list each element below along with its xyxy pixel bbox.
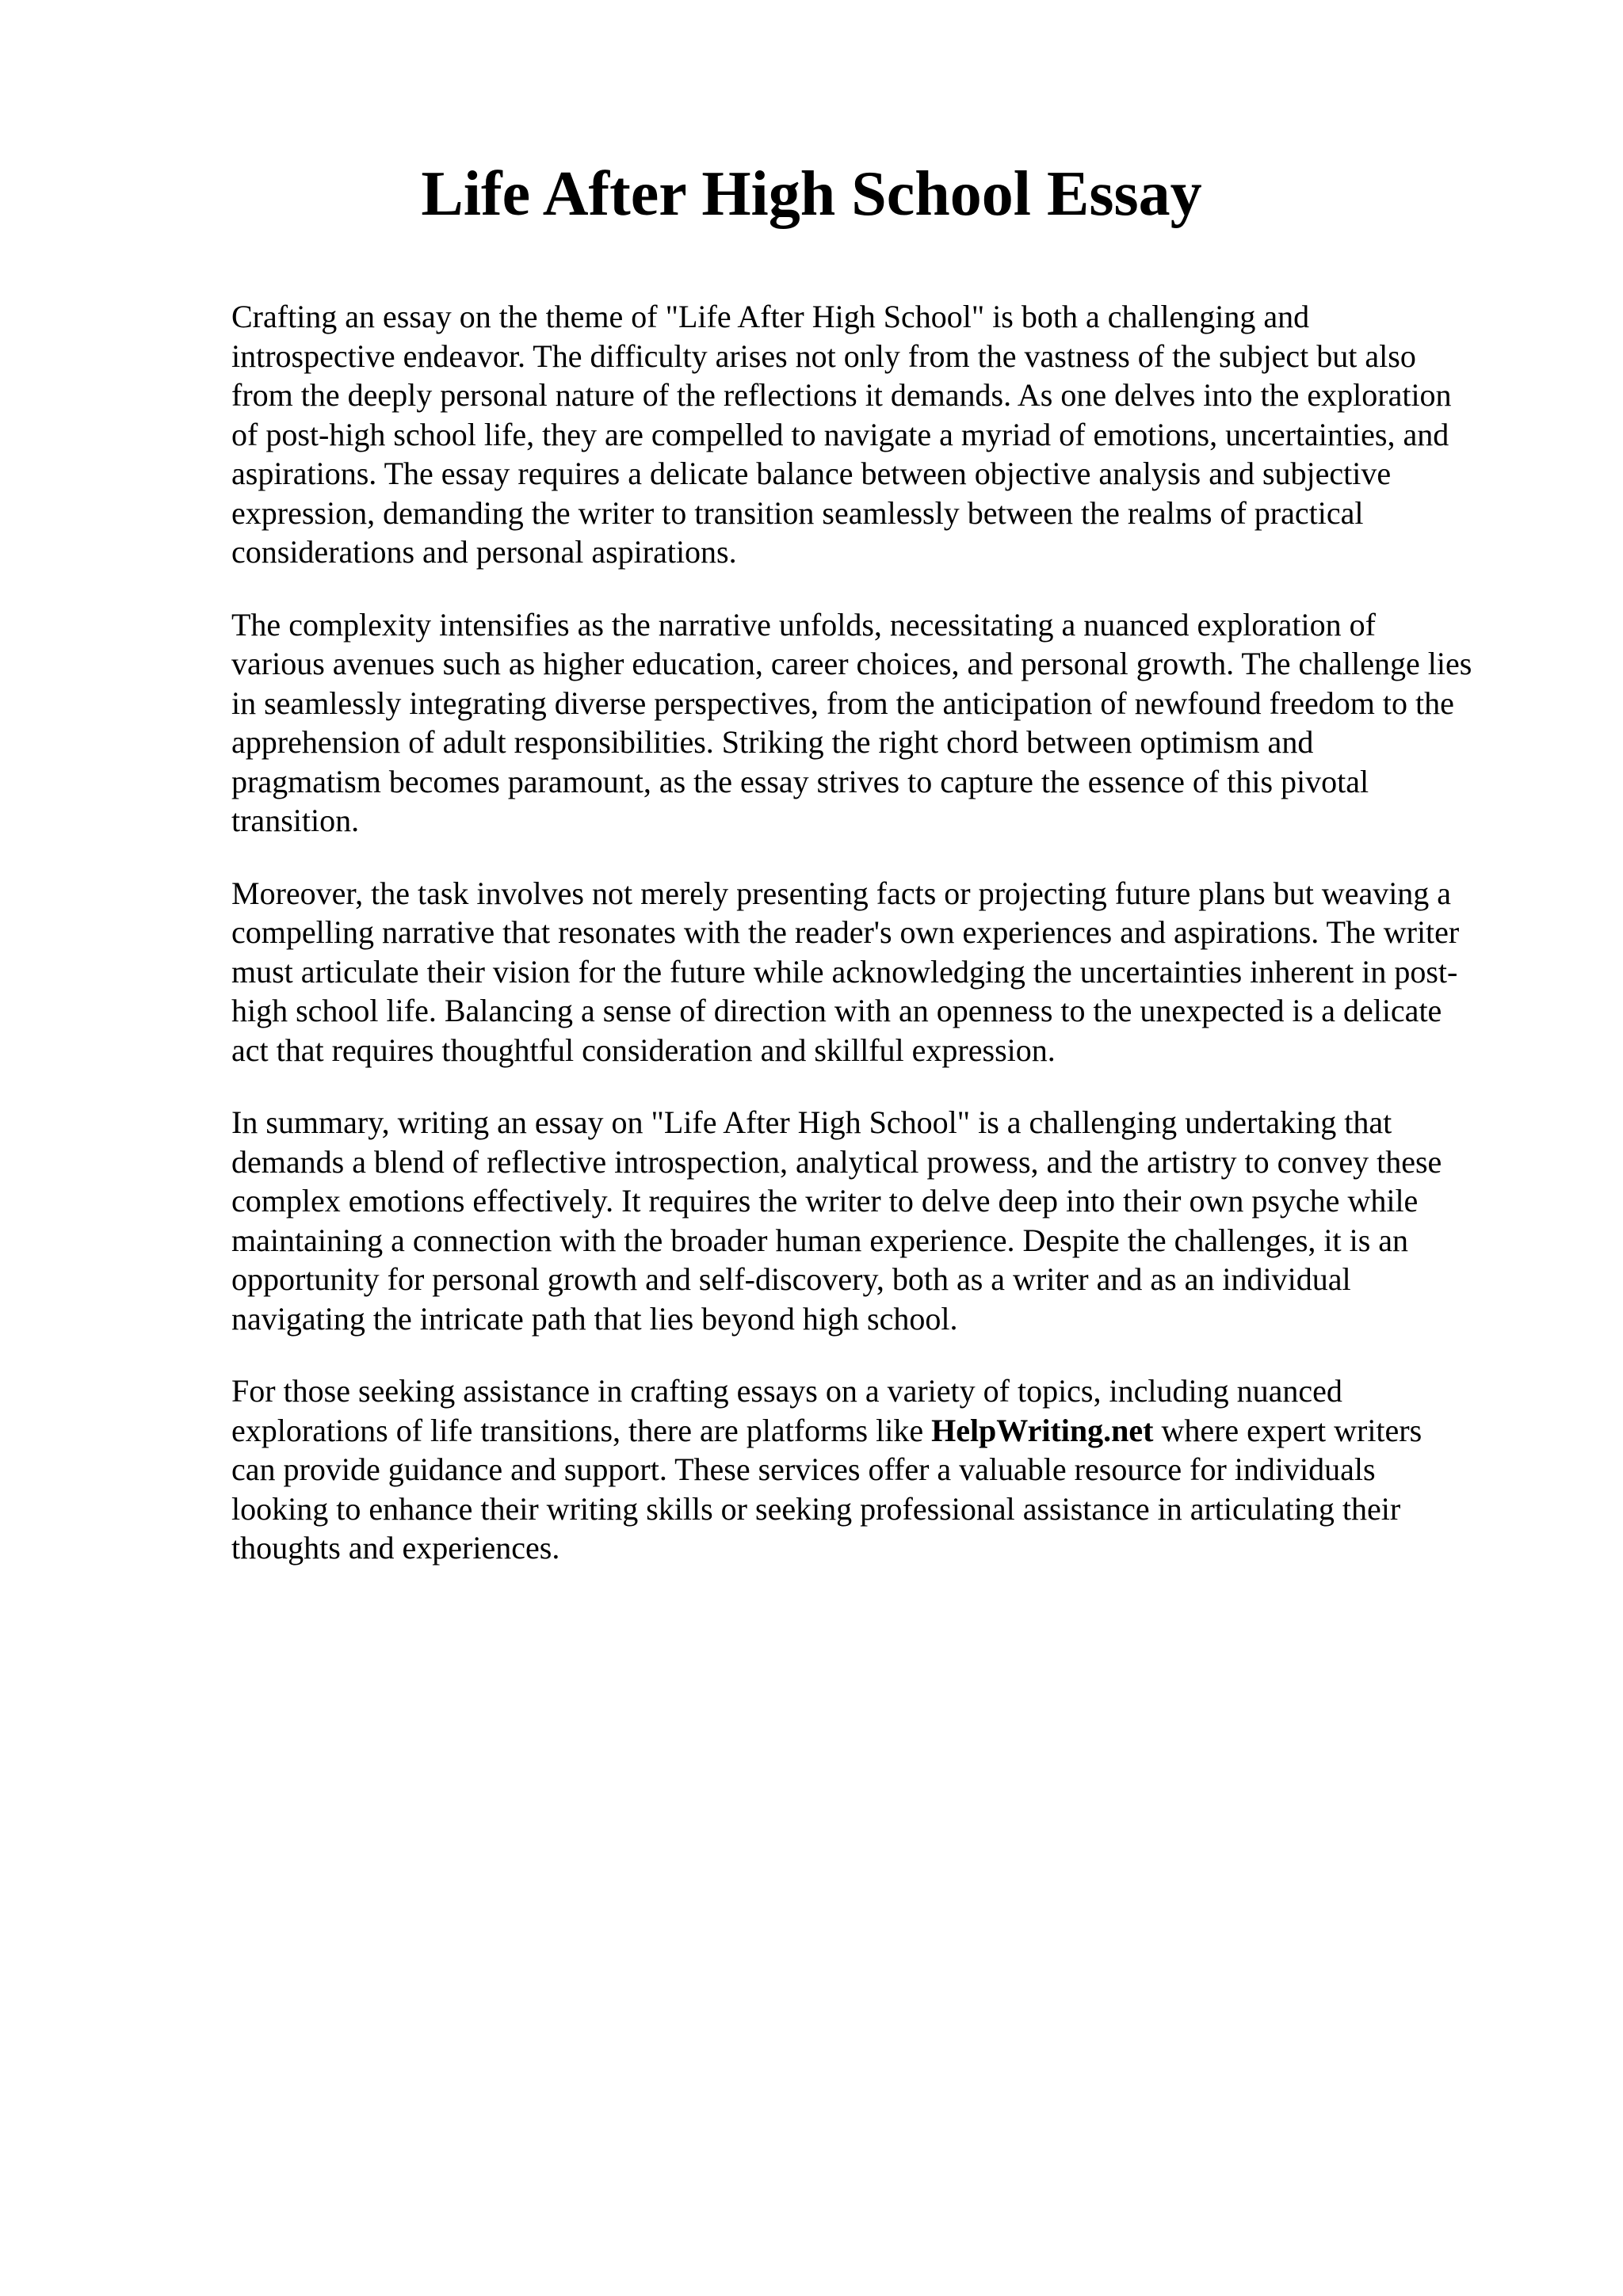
text-line-with-link bbox=[231, 1411, 1531, 1451]
text-line: In summary, writing an essay on "Life After High School" is a challenging undertaking that bbox=[231, 1104, 1392, 1140]
text-line: navigating the intricate path that lies beyond high school. bbox=[231, 1300, 958, 1337]
paragraph-1 bbox=[231, 297, 1531, 572]
text-segment: explorations of life transitions, there are platforms like bbox=[231, 1412, 932, 1448]
essay-body bbox=[231, 297, 1531, 1601]
text-line: thoughts and experiences. bbox=[231, 1530, 560, 1566]
text-line: opportunity for personal growth and self-discovery, both as a writer and as an individual bbox=[231, 1261, 1351, 1297]
paragraph-5 bbox=[231, 1371, 1531, 1568]
text-line: The complexity intensifies as the narrative unfolds, necessitating a nuanced exploration of bbox=[231, 606, 1376, 643]
text-line: in seamlessly integrating diverse perspectives, from the anticipation of newfound freedom to the bbox=[231, 685, 1454, 721]
text-line: from the deeply personal nature of the reflections it demands. As one delves into the exploration bbox=[231, 377, 1452, 413]
essay-title: Life After High School Essay bbox=[421, 159, 1202, 229]
text-line: aspirations. The essay requires a delicate balance between objective analysis and subjective bbox=[231, 456, 1392, 491]
text-line: various avenues such as higher education, career choices, and personal growth. The challenge lies bbox=[231, 646, 1472, 681]
text-line: considerations and personal aspirations. bbox=[231, 534, 737, 570]
text-line: high school life. Balancing a sense of direction with an openness to the unexpected is a delicate bbox=[231, 993, 1442, 1028]
text-segment: where expert writers bbox=[1153, 1412, 1423, 1448]
text-line: of post-high school life, they are compelled to navigate a myriad of emotions, uncertainties, and bbox=[231, 416, 1449, 452]
text-line: compelling narrative that resonates with the reader's own experiences and aspirations. The writer bbox=[231, 914, 1460, 950]
text-line: demands a blend of reflective introspection, analytical prowess, and the artistry to convey these bbox=[231, 1143, 1442, 1180]
text-line: expression, demanding the writer to transition seamlessly between the realms of practical bbox=[231, 494, 1364, 531]
text-line: transition. bbox=[231, 803, 360, 838]
text-line: maintaining a connection with the broader human experience. Despite the challenges, it is an bbox=[231, 1222, 1409, 1258]
text-line: Moreover, the task involves not merely presenting facts or projecting future plans but weaving a bbox=[231, 875, 1452, 911]
paragraph-4 bbox=[231, 1103, 1531, 1338]
text-line: apprehension of adult responsibilities. Striking the right chord between optimism and bbox=[231, 724, 1314, 760]
text-line: must articulate their vision for the future while acknowledging the uncertainties inherent in post- bbox=[231, 953, 1458, 990]
text-line: looking to enhance their writing skills or seeking professional assistance in articulating their bbox=[231, 1490, 1401, 1527]
text-line: Crafting an essay on the theme of "Life After High School" is both a challenging and bbox=[231, 299, 1310, 334]
text-line: introspective endeavor. The difficulty arises not only from the vastness of the subject but also bbox=[231, 338, 1416, 374]
paragraph-3 bbox=[231, 874, 1531, 1070]
paragraph-2 bbox=[231, 605, 1531, 841]
text-line: complex emotions effectively. It requires the writer to delve deep into their own psyche while bbox=[231, 1183, 1419, 1219]
helpwriting-link[interactable]: HelpWriting.net bbox=[931, 1412, 1154, 1448]
text-line: can provide guidance and support. These services offer a valuable resource for individuals bbox=[231, 1451, 1376, 1487]
text-line: pragmatism becomes paramount, as the essay strives to capture the essence of this pivotal bbox=[231, 763, 1369, 799]
text-line: act that requires thoughtful consideration and skillful expression. bbox=[231, 1032, 1056, 1068]
text-line: For those seeking assistance in crafting essays on a variety of topics, including nuanced bbox=[231, 1373, 1342, 1409]
